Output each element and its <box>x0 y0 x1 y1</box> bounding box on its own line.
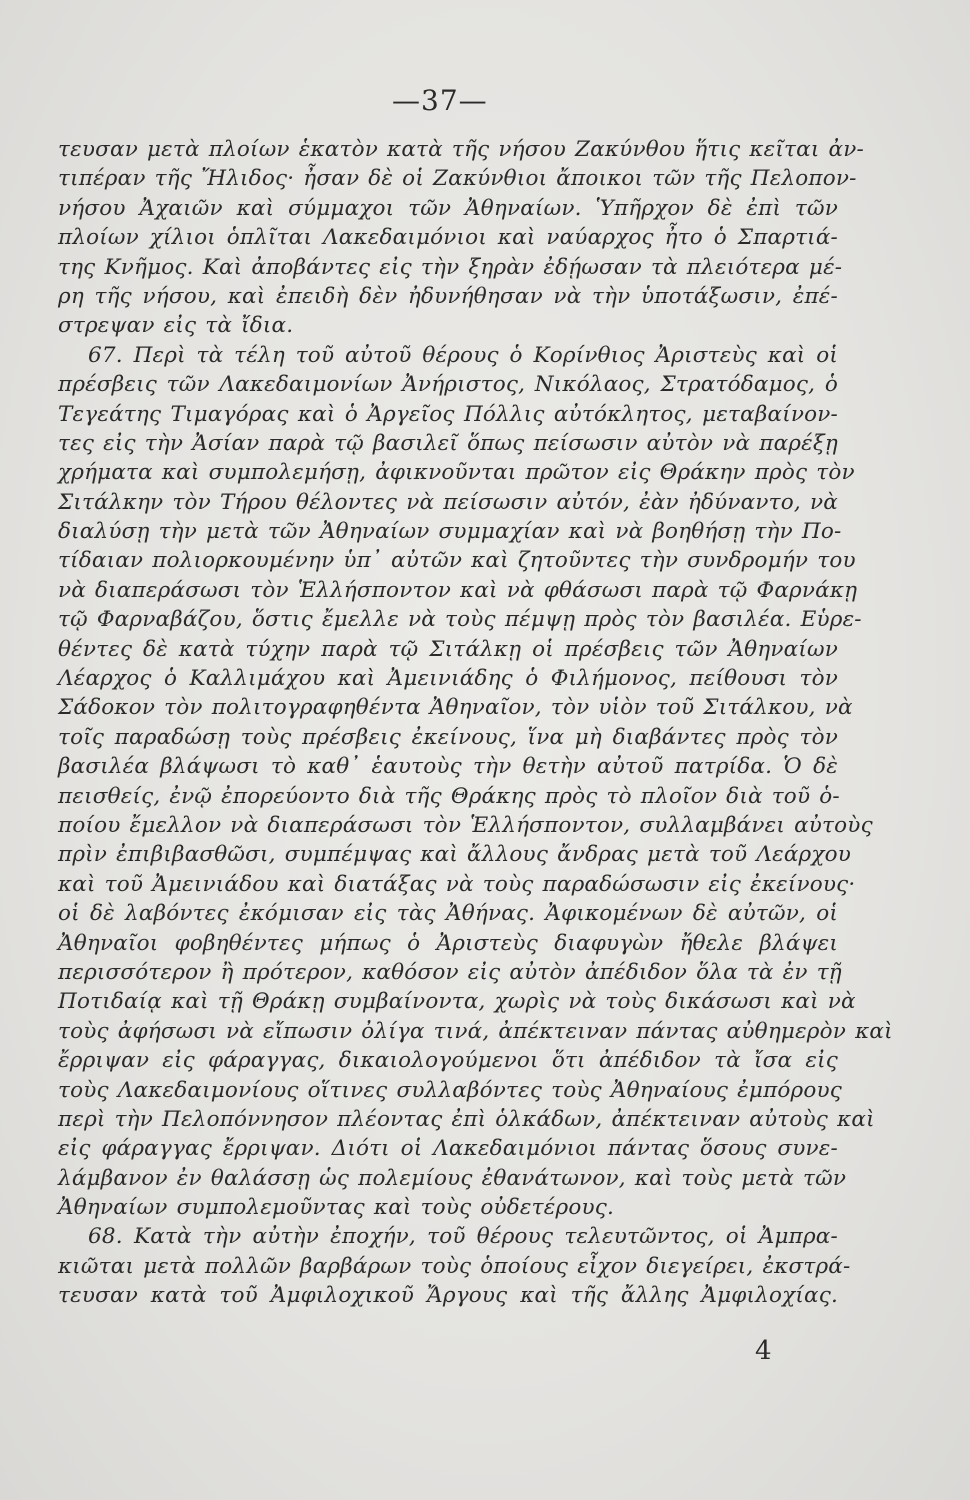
text-line: περισσότερον ἢ πρότερον, καθόσον εἰς αὐτὸν ἀπέδιδον ὅλα τὰ ἐν τῇ <box>58 959 842 985</box>
text-line: πεισθείς, ἐνῷ ἐπορεύοντο διὰ τῆς Θράκης πρὸς τὸ πλοῖον διὰ τοῦ ὁ- <box>58 783 840 809</box>
text-line: νὰ διαπεράσωσι τὸν Ἑλλήσποντον καὶ νὰ φθάσωσι παρὰ τῷ Φαρνάκῃ <box>58 577 858 603</box>
text-line: τοὺς Λακεδαιμονίους οἵτινες συλλαβόντες τοὺς Ἀθηναίους ἐμπόρους <box>58 1077 843 1103</box>
text-line: Λέαρχος ὁ Καλλιμάχου καὶ Ἀμεινιάδης ὁ Φιλήμονος, πείθουσι τὸν <box>58 666 838 692</box>
text-line: Ἀθηναίων συμπολεμοῦντας καὶ τοὺς οὐδετέρους. <box>58 1195 615 1221</box>
text-line: Ἀθηναῖοι φοβηθέντες μήπως ὁ Ἀριστεὺς διαφυγὼν ἤθελε βλάψει <box>58 930 838 956</box>
text-line: τοῖς παραδώσῃ τοὺς πρέσβεις ἐκείνους, ἵνα μὴ διαβάντες πρὸς τὸν <box>58 724 838 750</box>
text-line: τες εἰς τὴν Ἀσίαν παρὰ τῷ βασιλεῖ ὅπως πείσωσιν αὐτὸν νὰ παρέξῃ <box>58 430 838 456</box>
text-line: Τεγεάτης Τιμαγόρας καὶ ὁ Ἀργεῖος Πόλλις αὐτόκλητος, μεταβαίνον- <box>58 401 838 427</box>
text-line: χρήματα καὶ συμπολεμήσῃ, ἀφικνοῦνται πρῶτον εἰς Θράκην πρὸς τὸν <box>58 460 855 486</box>
text-line: περὶ τὴν Πελοπόννησον πλέοντας ἐπὶ ὁλκάδων, ἀπέκτειναν αὐτοὺς καὶ <box>58 1106 875 1132</box>
text-line: της Κνῆμος. Καὶ ἀποβάντες εἰς τὴν ξηρὰν ἐδῄωσαν τὰ πλειότερα μέ- <box>58 254 843 280</box>
text-line: τοὺς ἀφήσωσι νὰ εἴπωσιν ὀλίγα τινά, ἀπέκτειναν πάντας αὐθημερὸν καὶ <box>58 1018 893 1044</box>
text-line: τιπέραν τῆς Ἤλιδος· ἦσαν δὲ οἱ Ζακύνθιοι ἄποικοι τῶν τῆς Πελοπον- <box>58 166 857 192</box>
text-line: Σιτάλκην τὸν Τήρου θέλοντες νὰ πείσωσιν αὐτόν, ἐὰν ἠδύναντο, νὰ <box>58 489 838 515</box>
text-line: ρη τῆς νήσου, καὶ ἐπειδὴ δὲν ἠδυνήθησαν νὰ τὴν ὑποτάξωσιν, ἐπέ- <box>58 283 838 309</box>
body-text <box>58 135 893 1311</box>
text-line: τευσαν μετὰ πλοίων ἑκατὸν κατὰ τῆς νήσου Ζακύνθου ἥτις κεῖται ἀν- <box>58 137 864 162</box>
text-line: τευσαν κατὰ τοῦ Ἀμφιλοχικοῦ Ἄργους καὶ τῆς ἄλλης Ἀμφιλοχίας. <box>58 1283 838 1309</box>
text-line: Σάδοκον τὸν πολιτογραφηθέντα Ἀθηναῖον, τὸν υἱὸν τοῦ Σιτάλκου, νὰ <box>58 695 853 721</box>
text-line: πρέσβεις τῶν Λακεδαιμονίων Ἀνήριστος, Νικόλαος, Στρατόδαμος, ὁ <box>58 372 838 398</box>
text-line: πλοίων χίλιοι ὁπλῖται Λακεδαιμόνιοι καὶ ναύαρχος ἦτο ὁ Σπαρτιά- <box>58 225 838 251</box>
text-line: στρεψαν εἰς τὰ ἴδια. <box>58 313 294 339</box>
page-number: —37— <box>392 84 488 117</box>
text-line: θέντες δὲ κατὰ τύχην παρὰ τῷ Σιτάλκῃ οἱ πρέσβεις τῶν Ἀθηναίων <box>58 636 838 662</box>
text-line: ποίου ἔμελλον νὰ διαπεράσωσι τὸν Ἑλλήσποντον, συλλαμβάνει αὐτοὺς <box>58 812 873 838</box>
text-line: λάμβανον ἐν θαλάσσῃ ὡς πολεμίους ἐθανάτωνον, καὶ τοὺς μετὰ τῶν <box>58 1165 847 1191</box>
paragraph-start-line: 68. Κατὰ τὴν αὐτὴν ἐποχήν, τοῦ θέρους τελευτῶντος, οἱ Ἀμπρα- <box>88 1224 838 1250</box>
text-line: κιῶται μετὰ πολλῶν βαρβάρων τοὺς ὁποίους εἶχον διεγείρει, ἐκστρά- <box>58 1253 851 1279</box>
text-line: ἔρριψαν εἰς φάραγγας, δικαιολογούμενοι ὅτι ἀπέδιδον τὰ ἴσα εἰς <box>58 1048 838 1074</box>
text-line: οἱ δὲ λαβόντες ἐκόμισαν εἰς τὰς Ἀθήνας. Ἀφικομένων δὲ αὐτῶν, οἱ <box>58 901 838 927</box>
text-line: εἰς φάραγγας ἔρριψαν. Διότι οἱ Λακεδαιμόνιοι πάντας ὅσους συνε- <box>58 1136 838 1162</box>
text-line: καὶ τοῦ Ἀμεινιάδου καὶ διατάξας νὰ τοὺς παραδώσωσιν εἰς ἐκείνους· <box>58 871 856 897</box>
text-line: νήσου Ἀχαιῶν καὶ σύμμαχοι τῶν Ἀθηναίων. Ὑπῆρχον δὲ ἐπὶ τῶν <box>58 195 838 221</box>
text-line: τίδαιαν πολιορκουμένην ὑπ᾽ αὐτῶν καὶ ζητοῦντες τὴν συνδρομήν του <box>58 548 856 574</box>
text-line: διαλύσῃ τὴν μετὰ τῶν Ἀθηναίων συμμαχίαν καὶ νὰ βοηθήσῃ τὴν Πο- <box>58 519 842 545</box>
text-line: τῷ Φαρναβάζου, ὅστις ἔμελλε νὰ τοὺς πέμψῃ πρὸς τὸν βασιλέα. Εὑρε- <box>58 607 862 633</box>
paragraph-start-line: 67. Περὶ τὰ τέλη τοῦ αὐτοῦ θέρους ὁ Κορίνθιος Ἀριστεὺς καὶ οἱ <box>88 342 838 368</box>
text-line: βασιλέα βλάψωσι τὸ καθ᾽ ἑαυτοὺς τὴν θετὴν αὐτοῦ πατρίδα. Ὁ δὲ <box>58 754 838 780</box>
text-line: πρὶν ἐπιβιβασθῶσι, συμπέμψας καὶ ἄλλους ἄνδρας μετὰ τοῦ Λεάρχου <box>58 842 852 868</box>
signature-mark: 4 <box>755 1336 772 1366</box>
text-line: Ποτιδαίᾳ καὶ τῇ Θράκῃ συμβαίνοντα, χωρὶς νὰ τοὺς δικάσωσι καὶ νὰ <box>58 989 856 1015</box>
